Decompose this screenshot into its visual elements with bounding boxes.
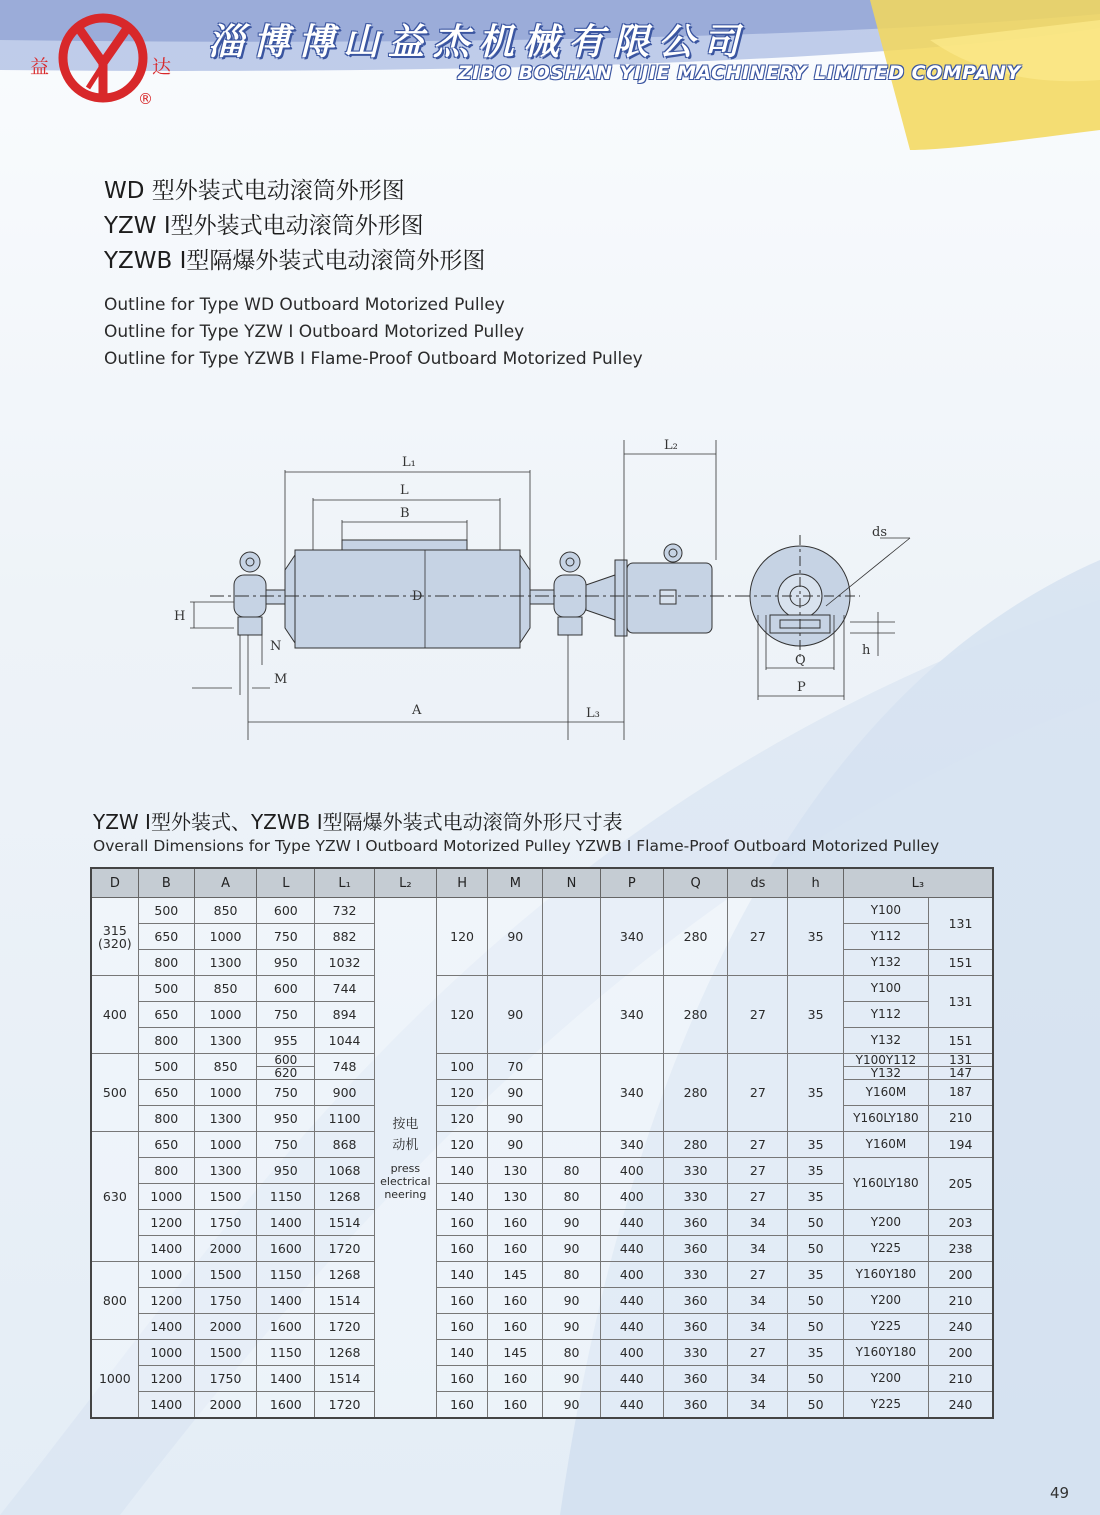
cell-motor: Y100 <box>843 898 928 924</box>
cell-l: 750 <box>257 1002 315 1028</box>
cell-p: 440 <box>600 1314 663 1340</box>
cell-l3: 240 <box>929 1392 993 1419</box>
cell-l1: 1514 <box>315 1366 374 1392</box>
cell-l: 1600 <box>257 1236 315 1262</box>
table-row <box>91 1340 993 1366</box>
cell-l-split: 600 620 <box>257 1054 315 1080</box>
cell-motor: Y200 <box>843 1210 928 1236</box>
col-header-n: N <box>543 868 600 898</box>
cell-q: 280 <box>663 898 727 976</box>
cell-b: 500 <box>138 1054 194 1080</box>
cell-n: 90 <box>543 1210 600 1236</box>
cell-l1: 1720 <box>315 1392 374 1419</box>
cell-b: 500 <box>138 976 194 1002</box>
cell-l3: 131 <box>929 976 993 1028</box>
cell-m: 90 <box>488 1132 543 1158</box>
table-row <box>91 1080 993 1106</box>
cell-ds: 34 <box>728 1366 788 1392</box>
cell-b: 1000 <box>138 1262 194 1288</box>
cell-l1: 1268 <box>315 1340 374 1366</box>
cell-p: 400 <box>600 1184 663 1210</box>
cell-n <box>543 898 600 976</box>
cell-l3: 205 <box>929 1158 993 1210</box>
cell-b: 1200 <box>138 1366 194 1392</box>
cell-n: 90 <box>543 1366 600 1392</box>
cell-b: 1400 <box>138 1236 194 1262</box>
cell-q: 360 <box>663 1288 727 1314</box>
table-row <box>91 1106 993 1132</box>
table-row <box>91 1288 993 1314</box>
cell-l3: 194 <box>929 1132 993 1158</box>
cell-ds: 34 <box>728 1392 788 1419</box>
cell-b: 1200 <box>138 1288 194 1314</box>
col-header-h-small: h <box>788 868 843 898</box>
cell-b: 650 <box>138 1002 194 1028</box>
cell-motor: Y160M <box>843 1132 928 1158</box>
cell-q: 280 <box>663 1054 727 1132</box>
cell-n: 90 <box>543 1314 600 1340</box>
cell-a: 1000 <box>194 1002 256 1028</box>
page-header <box>0 0 1100 115</box>
cell-motor: Y225 <box>843 1236 928 1262</box>
cell-d: 500 <box>91 1054 138 1132</box>
cell-h-small: 50 <box>788 1366 843 1392</box>
cell-l1: 894 <box>315 1002 374 1028</box>
cell-ds: 27 <box>728 1054 788 1132</box>
cell-h-small: 50 <box>788 1392 843 1419</box>
cell-m: 145 <box>488 1262 543 1288</box>
dim-label-h-upper: H <box>174 609 186 624</box>
cell-l3: 187 <box>929 1080 993 1106</box>
cell-p: 440 <box>600 1236 663 1262</box>
cell-n <box>543 1132 600 1158</box>
table-heading-en: Overall Dimensions for Type YZW Ⅰ Outboard Motorized Pulley YZWB Ⅰ Flame-Proof Outboard Motorized Pulley <box>93 837 940 855</box>
cell-a: 1000 <box>194 924 256 950</box>
cell-a: 1000 <box>194 1080 256 1106</box>
cell-d: 400 <box>91 976 138 1054</box>
cell-m: 90 <box>488 1106 543 1132</box>
cell-motor: Y100Y112 Y132 <box>843 1054 928 1080</box>
cell-a: 1300 <box>194 1106 256 1132</box>
cell-ds: 27 <box>728 1132 788 1158</box>
cell-d: 630 <box>91 1132 138 1262</box>
table-row <box>91 1314 993 1340</box>
cell-a: 1300 <box>194 950 256 976</box>
cell-l1: 900 <box>315 1080 374 1106</box>
cell-motor: Y160M <box>843 1080 928 1106</box>
cell-a: 1500 <box>194 1184 256 1210</box>
dim-label-d: D <box>412 589 423 604</box>
cell-p: 340 <box>600 976 663 1054</box>
page-number: 49 <box>1050 1484 1070 1502</box>
cell-b: 1000 <box>138 1340 194 1366</box>
table-row <box>91 1236 993 1262</box>
cell-p: 340 <box>600 898 663 976</box>
cell-l: 600 <box>257 976 315 1002</box>
cell-l: 1400 <box>257 1210 315 1236</box>
cell-l: 955 <box>257 1028 315 1054</box>
col-header-l3: L₃ <box>843 868 993 898</box>
cell-l1: 1268 <box>315 1184 374 1210</box>
cell-l3: 200 <box>929 1262 993 1288</box>
dim-label-m: M <box>274 672 288 687</box>
cell-b: 650 <box>138 924 194 950</box>
cell-a: 1000 <box>194 1132 256 1158</box>
cell-b: 1000 <box>138 1184 194 1210</box>
cell-q: 330 <box>663 1158 727 1184</box>
cell-b: 650 <box>138 1132 194 1158</box>
outline-titles-cn <box>104 174 485 279</box>
cell-ds: 34 <box>728 1236 788 1262</box>
company-name-cn: 淄博博山益杰机械有限公司 <box>208 22 749 63</box>
cell-h-small: 35 <box>788 1262 843 1288</box>
cell-a: 850 <box>194 976 256 1002</box>
cell-l3: 200 <box>929 1340 993 1366</box>
cell-a: 1750 <box>194 1210 256 1236</box>
cell-motor: Y225 <box>843 1314 928 1340</box>
cell-h: 160 <box>436 1314 487 1340</box>
table-row <box>91 1262 993 1288</box>
cell-h-small: 35 <box>788 1054 843 1132</box>
cell-l1: 1514 <box>315 1288 374 1314</box>
cell-q: 330 <box>663 1184 727 1210</box>
cell-n: 90 <box>543 1236 600 1262</box>
cell-l1: 868 <box>315 1132 374 1158</box>
outline-titles-en <box>104 292 643 373</box>
cell-m: 130 <box>488 1158 543 1184</box>
cell-m: 160 <box>488 1288 543 1314</box>
cell-l: 1400 <box>257 1366 315 1392</box>
cell-ds: 27 <box>728 1340 788 1366</box>
dim-label-l3: L₃ <box>586 706 600 721</box>
cell-l: 950 <box>257 1158 315 1184</box>
cell-q: 330 <box>663 1340 727 1366</box>
cell-motor: Y225 <box>843 1392 928 1419</box>
table-heading-cn: YZW Ⅰ型外装式、YZWB Ⅰ型隔爆外装式电动滚筒外形尺寸表 <box>93 810 623 834</box>
cell-d: 315 (320) <box>91 898 138 976</box>
dim-label-n: N <box>270 639 282 654</box>
pulley-outline-drawing <box>150 430 930 760</box>
dim-label-l1: L₁ <box>402 455 416 470</box>
cell-m: 130 <box>488 1184 543 1210</box>
cell-q: 280 <box>663 976 727 1054</box>
col-header-p: P <box>600 868 663 898</box>
cell-ds: 27 <box>728 1158 788 1184</box>
cell-q: 360 <box>663 1392 727 1419</box>
cell-motor: Y160Y180 <box>843 1340 928 1366</box>
cell-l1: 1032 <box>315 950 374 976</box>
cell-h: 120 <box>436 1080 487 1106</box>
title-cn-yzwb: YZWB Ⅰ型隔爆外装式电动滚筒外形图 <box>104 248 486 274</box>
cell-m: 160 <box>488 1210 543 1236</box>
cell-l: 1600 <box>257 1314 315 1340</box>
cell-m: 90 <box>488 1080 543 1106</box>
cell-h-small: 35 <box>788 1184 843 1210</box>
cell-b: 1400 <box>138 1314 194 1340</box>
title-cn-wd: WD 型外装式电动滚筒外形图 <box>104 178 405 204</box>
cell-a: 1750 <box>194 1288 256 1314</box>
cell-l: 750 <box>257 1080 315 1106</box>
cell-l: 1400 <box>257 1288 315 1314</box>
title-en-wd: Outline for Type WD Outboard Motorized Pulley <box>104 295 505 315</box>
cell-b: 650 <box>138 1080 194 1106</box>
col-header-a: A <box>194 868 256 898</box>
cell-l3: 210 <box>929 1288 993 1314</box>
cell-h-small: 35 <box>788 898 843 976</box>
cell-b: 800 <box>138 1028 194 1054</box>
cell-a: 1500 <box>194 1340 256 1366</box>
col-header-m: M <box>488 868 543 898</box>
cell-motor: Y200 <box>843 1366 928 1392</box>
dimension-table-heading <box>93 808 939 856</box>
cell-h: 140 <box>436 1262 487 1288</box>
cell-p: 440 <box>600 1210 663 1236</box>
cell-h-small: 50 <box>788 1236 843 1262</box>
cell-l3: 151 <box>929 1028 993 1054</box>
cell-h: 160 <box>436 1288 487 1314</box>
company-logo <box>28 8 178 108</box>
cell-l1: 1268 <box>315 1262 374 1288</box>
cell-n: 80 <box>543 1340 600 1366</box>
cell-q: 360 <box>663 1236 727 1262</box>
cell-l1: 744 <box>315 976 374 1002</box>
cell-l3: 131 147 <box>929 1054 993 1080</box>
cell-l3: 203 <box>929 1210 993 1236</box>
table-row <box>91 1054 993 1080</box>
cell-l3: 210 <box>929 1366 993 1392</box>
cell-l1: 1720 <box>315 1236 374 1262</box>
cell-a: 2000 <box>194 1236 256 1262</box>
cell-h: 140 <box>436 1184 487 1210</box>
col-header-q: Q <box>663 868 727 898</box>
cell-l: 600 <box>257 898 315 924</box>
table-row <box>91 1392 993 1419</box>
cell-p: 400 <box>600 1262 663 1288</box>
cell-h: 160 <box>436 1210 487 1236</box>
dim-label-h-lower: h <box>862 643 871 658</box>
cell-h-small: 35 <box>788 1132 843 1158</box>
col-header-b: B <box>138 868 194 898</box>
cell-l3: 131 <box>929 898 993 950</box>
cell-ds: 27 <box>728 1184 788 1210</box>
title-cn-yzw: YZW Ⅰ型外装式电动滚筒外形图 <box>104 213 424 239</box>
cell-p: 440 <box>600 1366 663 1392</box>
table-row <box>91 1132 993 1158</box>
cell-l3: 210 <box>929 1106 993 1132</box>
cell-m: 70 <box>488 1054 543 1080</box>
cell-m: 145 <box>488 1340 543 1366</box>
table-row <box>91 1158 993 1184</box>
table-row <box>91 1210 993 1236</box>
cell-m: 90 <box>488 976 543 1054</box>
cell-motor: Y160LY180 <box>843 1106 928 1132</box>
cell-motor: Y160LY180 <box>843 1158 928 1210</box>
cell-n: 80 <box>543 1262 600 1288</box>
cell-h: 120 <box>436 898 487 976</box>
cell-q: 330 <box>663 1262 727 1288</box>
cell-motor: Y100 <box>843 976 928 1002</box>
cell-l1: 1068 <box>315 1158 374 1184</box>
cell-ds: 27 <box>728 898 788 976</box>
cell-motor: Y200 <box>843 1288 928 1314</box>
cell-a: 2000 <box>194 1314 256 1340</box>
cell-h: 160 <box>436 1392 487 1419</box>
col-header-l1: L₁ <box>315 868 374 898</box>
dim-label-l2: L₂ <box>664 438 678 453</box>
cell-l1: 748 <box>315 1054 374 1080</box>
cell-ds: 34 <box>728 1210 788 1236</box>
cell-l2-note: 按电 动机 press electrical neering <box>374 898 436 1419</box>
cell-motor: Y132 <box>843 950 928 976</box>
dim-label-ds: ds <box>872 525 887 540</box>
cell-motor: Y160Y180 <box>843 1262 928 1288</box>
cell-l3: 151 <box>929 950 993 976</box>
company-name-en: ZIBO BOSHAN YIJIE MACHINERY LIMITED COMPANY <box>458 62 1021 84</box>
cell-l: 750 <box>257 1132 315 1158</box>
cell-a: 850 <box>194 898 256 924</box>
cell-q: 360 <box>663 1210 727 1236</box>
cell-p: 340 <box>600 1132 663 1158</box>
cell-h: 120 <box>436 1106 487 1132</box>
cell-ds: 27 <box>728 976 788 1054</box>
cell-n <box>543 976 600 1054</box>
cell-h: 120 <box>436 976 487 1054</box>
cell-l1: 882 <box>315 924 374 950</box>
cell-n: 80 <box>543 1158 600 1184</box>
cell-q: 360 <box>663 1314 727 1340</box>
cell-d: 1000 <box>91 1340 138 1419</box>
cell-l1: 732 <box>315 898 374 924</box>
cell-l: 750 <box>257 924 315 950</box>
cell-q: 360 <box>663 1366 727 1392</box>
cell-l: 1600 <box>257 1392 315 1419</box>
cell-l1: 1044 <box>315 1028 374 1054</box>
cell-l3: 238 <box>929 1236 993 1262</box>
cell-ds: 27 <box>728 1262 788 1288</box>
cell-p: 340 <box>600 1054 663 1132</box>
cell-b: 800 <box>138 1106 194 1132</box>
col-header-ds: ds <box>728 868 788 898</box>
cell-a: 1300 <box>194 1028 256 1054</box>
cell-a: 850 <box>194 1054 256 1080</box>
cell-motor: Y132 <box>843 1028 928 1054</box>
table-header-row <box>91 868 993 898</box>
cell-l: 1150 <box>257 1262 315 1288</box>
cell-m: 160 <box>488 1366 543 1392</box>
cell-h: 160 <box>436 1366 487 1392</box>
cell-a: 2000 <box>194 1392 256 1419</box>
cell-l1: 1720 <box>315 1314 374 1340</box>
cell-m: 160 <box>488 1314 543 1340</box>
cell-motor: Y112 <box>843 924 928 950</box>
cell-h-small: 50 <box>788 1288 843 1314</box>
cell-l: 950 <box>257 950 315 976</box>
cell-m: 160 <box>488 1392 543 1419</box>
dim-label-p: P <box>797 680 806 695</box>
dim-label-b: B <box>400 506 410 521</box>
cell-h-small: 35 <box>788 1340 843 1366</box>
cell-b: 1200 <box>138 1210 194 1236</box>
table-row <box>91 976 993 1002</box>
cell-d: 800 <box>91 1262 138 1340</box>
cell-h-small: 35 <box>788 976 843 1054</box>
cell-n <box>543 1054 600 1132</box>
dim-label-a: A <box>412 703 422 718</box>
cell-l: 1150 <box>257 1184 315 1210</box>
cell-n: 80 <box>543 1184 600 1210</box>
cell-n: 90 <box>543 1288 600 1314</box>
cell-l3: 240 <box>929 1314 993 1340</box>
cell-l: 950 <box>257 1106 315 1132</box>
cell-h: 100 <box>436 1054 487 1080</box>
cell-h-small: 50 <box>788 1210 843 1236</box>
cell-b: 1400 <box>138 1392 194 1419</box>
cell-q: 280 <box>663 1132 727 1158</box>
title-en-yzw: Outline for Type YZW Ⅰ Outboard Motorized Pulley <box>104 322 525 342</box>
cell-b: 800 <box>138 950 194 976</box>
cell-h-small: 35 <box>788 1158 843 1184</box>
col-header-h: H <box>436 868 487 898</box>
cell-a: 1750 <box>194 1366 256 1392</box>
col-header-l: L <box>257 868 315 898</box>
cell-l1: 1100 <box>315 1106 374 1132</box>
cell-motor: Y112 <box>843 1002 928 1028</box>
logo-char-left: 益 <box>30 56 50 78</box>
cell-p: 440 <box>600 1288 663 1314</box>
cell-h: 140 <box>436 1340 487 1366</box>
col-header-d: D <box>91 868 138 898</box>
cell-m: 90 <box>488 898 543 976</box>
cell-n: 90 <box>543 1392 600 1419</box>
table-row <box>91 898 993 924</box>
cell-m: 160 <box>488 1236 543 1262</box>
cell-a: 1300 <box>194 1158 256 1184</box>
cell-ds: 34 <box>728 1288 788 1314</box>
col-header-l2: L₂ <box>374 868 436 898</box>
title-en-yzwb: Outline for Type YZWB Ⅰ Flame-Proof Outboard Motorized Pulley <box>104 349 643 369</box>
dim-label-q: Q <box>795 653 806 668</box>
cell-h: 160 <box>436 1236 487 1262</box>
dim-label-l: L <box>400 483 409 498</box>
cell-b: 500 <box>138 898 194 924</box>
cell-h: 140 <box>436 1158 487 1184</box>
cell-l: 1150 <box>257 1340 315 1366</box>
logo-char-right: 达 <box>152 56 172 78</box>
cell-a: 1500 <box>194 1262 256 1288</box>
cell-h: 120 <box>436 1132 487 1158</box>
cell-h-small: 50 <box>788 1314 843 1340</box>
cell-p: 400 <box>600 1340 663 1366</box>
cell-b: 800 <box>138 1158 194 1184</box>
cell-l1: 1514 <box>315 1210 374 1236</box>
table-row <box>91 1366 993 1392</box>
registered-mark: ® <box>138 90 153 108</box>
dimension-table <box>90 867 994 1419</box>
cell-p: 400 <box>600 1158 663 1184</box>
cell-p: 440 <box>600 1392 663 1419</box>
cell-ds: 34 <box>728 1314 788 1340</box>
